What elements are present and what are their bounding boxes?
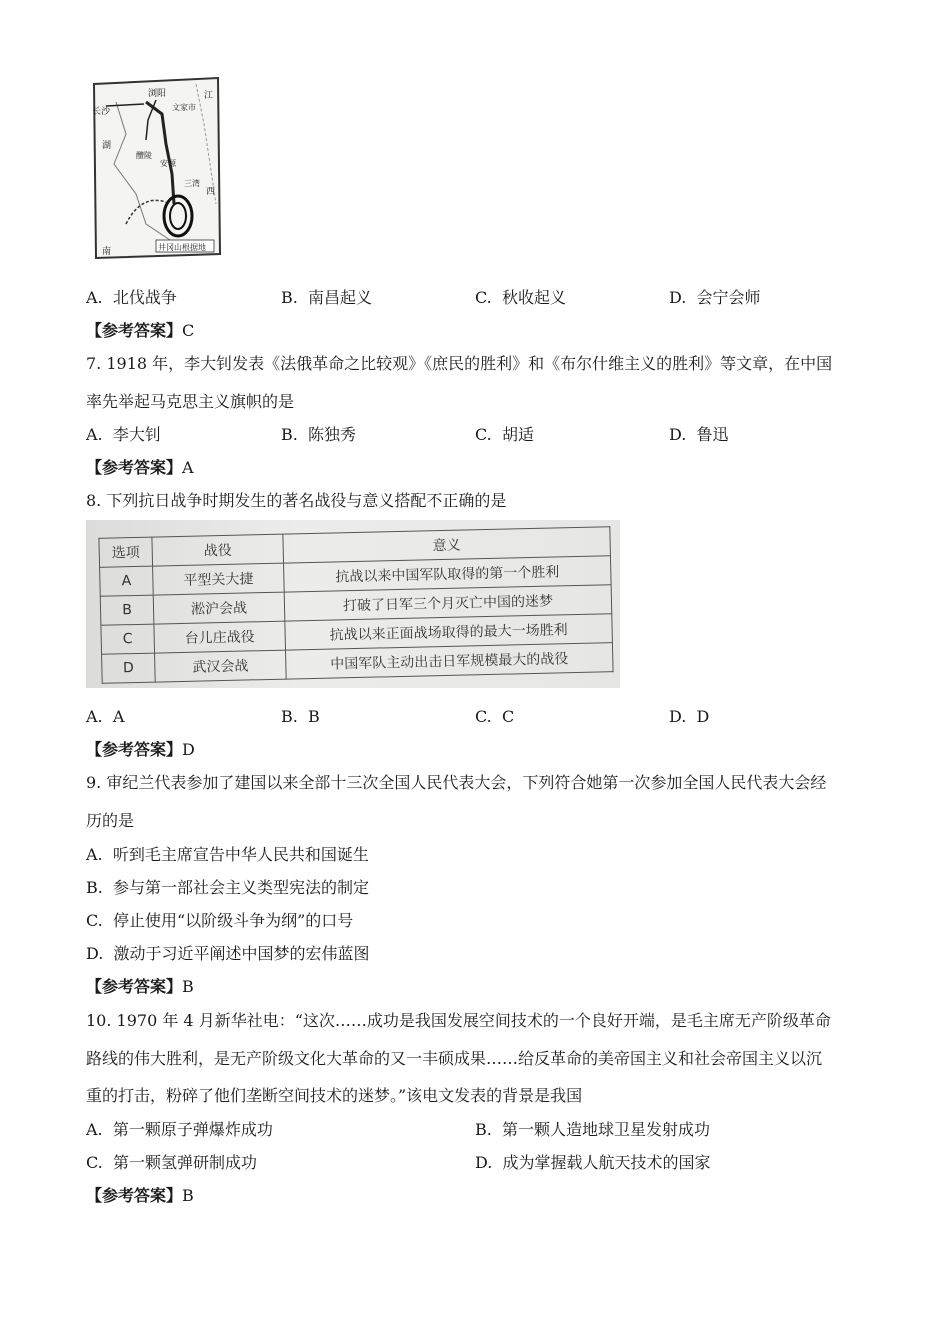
q7-option-d: D. 鲁迅 <box>669 425 729 444</box>
table-cell: 抗战以来中国军队取得的第一个胜利 <box>284 556 612 592</box>
q7-option-b: B. 陈独秀 <box>281 425 357 444</box>
map-label-jinggangshan: 井冈山根据地 <box>158 243 206 252</box>
q10-option-b: B. 第一颗人造地球卫星发射成功 <box>475 1120 711 1139</box>
q6-option-c: C. 秋收起义 <box>475 288 566 307</box>
q7-stem-line2: 率先举起马克思主义旗帜的是 <box>86 392 295 411</box>
q8-stem: 8. 下列抗日战争时期发生的著名战役与意义搭配不正确的是 <box>86 491 507 510</box>
q9-option-c: C. 停止使用“以阶级斗争为纲”的口号 <box>86 911 354 930</box>
table-cell: 淞沪会战 <box>153 592 285 624</box>
map-label-anyuan: 安源 <box>160 159 176 168</box>
q8-answer: 【参考答案】D <box>86 740 195 759</box>
q6-option-b: B. 南昌起义 <box>281 288 373 307</box>
table-cell: 抗战以来正面战场取得的最大一场胜利 <box>285 614 613 650</box>
table-cell: C <box>101 624 155 654</box>
map-label-liuyang: 浏阳 <box>148 89 167 99</box>
map-label-jiang: 江 <box>204 91 214 101</box>
table-cell: A <box>100 566 154 596</box>
table-cell: 平型关大捷 <box>153 563 285 595</box>
map-label-nan: 南 <box>102 247 112 257</box>
q9-answer: 【参考答案】B <box>86 977 194 996</box>
map-label-hu: 湖 <box>102 141 112 151</box>
map-label-changsha: 长沙 <box>92 107 111 117</box>
map-label-xi: 西 <box>206 187 216 197</box>
q9-option-a: A. 听到毛主席宣告中华人民共和国诞生 <box>86 845 369 864</box>
q10-stem-line2: 路线的伟大胜利，是无产阶级文化大革命的又一丰硕成果……给反革命的美帝国主义和社会帝国主义以沉 <box>86 1049 823 1068</box>
q7-stem-line1: 7. 1918 年，李大钊发表《法俄革命之比较观》《庶民的胜利》和《布尔什维主义的胜利》等文章，在中国 <box>86 354 833 373</box>
q8-option-c: C. C <box>475 707 515 726</box>
q8-option-b: B. B <box>281 707 320 726</box>
q8-option-a: A. A <box>86 707 125 726</box>
map-label-wenjiashi: 文家市 <box>172 103 196 112</box>
q7-answer: 【参考答案】A <box>86 458 194 477</box>
table-cell: D <box>102 653 156 683</box>
q10-answer: 【参考答案】B <box>86 1186 194 1205</box>
q10-stem-line3: 重的打击，粉碎了他们垄断空间技术的迷梦。”该电文发表的背景是我国 <box>86 1086 583 1105</box>
battle-table-photo <box>86 520 620 688</box>
table-cell: 打破了日军三个月灭亡中国的迷梦 <box>284 585 612 621</box>
table-header-cell: 意义 <box>283 527 611 563</box>
autumn-harvest-map <box>86 74 222 260</box>
q9-stem-line1: 9. 审纪兰代表参加了建国以来全部十三次全国人民代表大会，下列符合她第一次参加全国人民代表大会经 <box>86 773 827 792</box>
q9-stem-line2: 历的是 <box>86 811 135 830</box>
q6-answer: 【参考答案】C <box>86 321 195 340</box>
q10-option-d: D. 成为掌握载人航天技术的国家 <box>475 1153 711 1172</box>
q10-option-c: C. 第一颗氢弹研制成功 <box>86 1153 257 1172</box>
map-label-sanwan: 三湾 <box>184 179 200 188</box>
table-cell: B <box>100 595 154 625</box>
q9-option-d: D. 激动于习近平阐述中国梦的宏伟蓝图 <box>86 944 370 963</box>
q6-option-d: D. 会宁会师 <box>669 288 761 307</box>
table-header-cell: 选项 <box>99 537 153 567</box>
q10-stem-line1: 10. 1970 年 4 月新华社电：“这次……成功是我国发展空间技术的一个良好开端，是毛主席无产阶级革命 <box>86 1011 831 1030</box>
table-header-cell: 战役 <box>152 534 284 566</box>
q7-option-c: C. 胡适 <box>475 425 534 444</box>
q6-option-a: A. 北伐战争 <box>86 288 177 307</box>
table-cell: 中国军队主动出击日军规模最大的战役 <box>286 643 614 679</box>
battle-table <box>98 526 613 684</box>
q10-option-a: A. 第一颗原子弹爆炸成功 <box>86 1120 273 1139</box>
q7-option-a: A. 李大钊 <box>86 425 161 444</box>
map-label-liling: 醴陵 <box>136 151 152 160</box>
table-cell: 台儿庄战役 <box>154 621 286 653</box>
table-cell: 武汉会战 <box>155 650 287 682</box>
q8-option-d: D. D <box>669 707 710 726</box>
q9-option-b: B. 参与第一部社会主义类型宪法的制定 <box>86 878 370 897</box>
